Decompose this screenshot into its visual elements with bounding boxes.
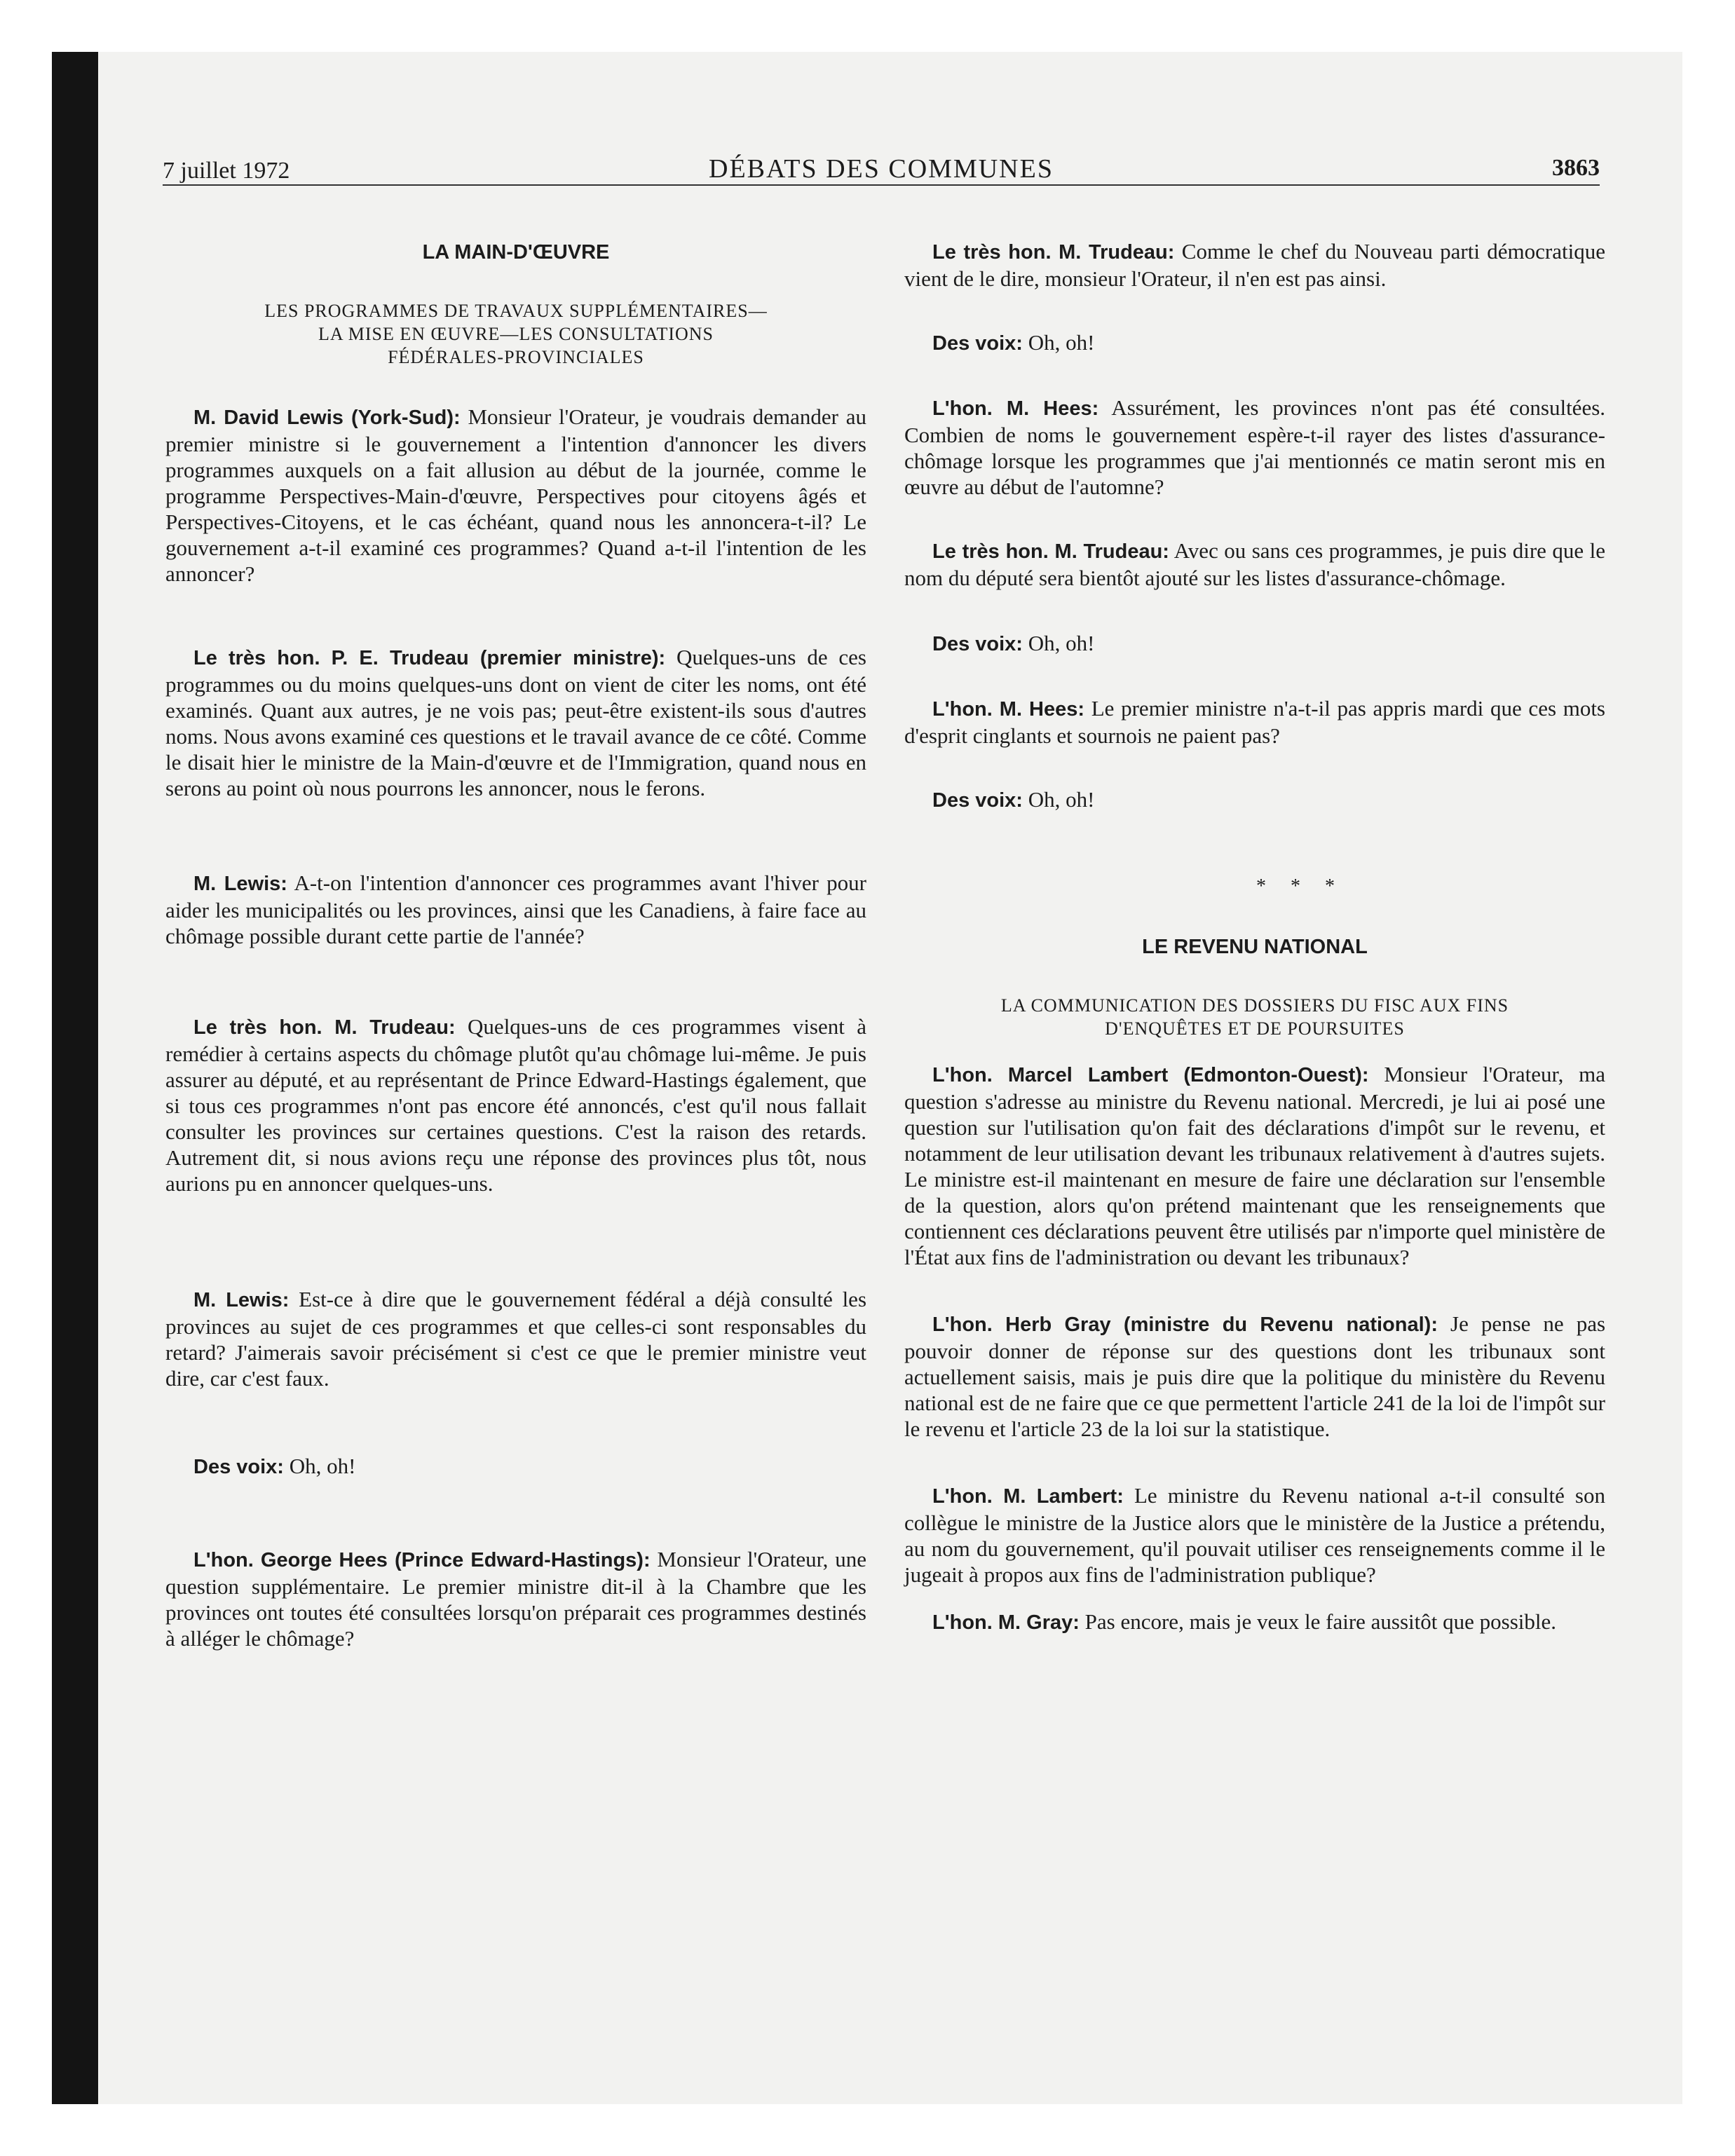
section-separator: * * *: [1256, 875, 1345, 897]
speech-text: Pas encore, mais je veux le faire aussitôt que possible.: [1084, 1609, 1556, 1634]
section-title: LA MAIN-D'ŒUVRE: [422, 241, 610, 264]
speaker-name: Le très hon. M. Trudeau:: [932, 540, 1169, 563]
subtitle-line: FÉDÉRALES-PROVINCIALES: [388, 347, 644, 367]
speech-text: Quelques-uns de ces programmes ou du moins quelques-uns dont on vient de citer les noms, ont été examinés. Quant aux autres, je ne vois pas; peut-être existent-ils sous d'autres noms. Nous avons examiné ces questions et le travail avance de ce côté. Comme le disait hier le ministre de la Main-d'œuvre et de l'Immigration, quand nous en serons au point où nous pourrons les annoncer, nous le ferons.: [165, 645, 866, 800]
speech-paragraph: [904, 1482, 1605, 1588]
speech-paragraph: [904, 695, 1605, 749]
header-rule: [163, 184, 1600, 186]
speech-text: A-t-on l'intention d'annoncer ces programmes avant l'hiver pour aider les municipalités ou les provinces, ainsi que les Canadiens, à faire face au chômage possible durant cette partie de l'année?: [165, 871, 866, 948]
speaker-name: Des voix:: [193, 1456, 284, 1478]
speaker-name: Des voix:: [932, 633, 1023, 655]
speaker-name: Des voix:: [932, 789, 1023, 812]
speaker-name: Le très hon. M. Trudeau:: [193, 1016, 456, 1039]
section-subtitle: [904, 994, 1605, 1040]
section-title: LE REVENU NATIONAL: [1142, 936, 1368, 958]
speech-paragraph: [165, 644, 866, 801]
header-date: 7 juillet 1972: [163, 158, 290, 184]
speech-paragraph: [904, 538, 1605, 591]
speech-paragraph: [165, 1286, 866, 1391]
left-column: [165, 238, 866, 1651]
speech-paragraph: [904, 238, 1605, 292]
section-subtitle: [165, 299, 866, 369]
speaker-name: L'hon. M. Lambert:: [932, 1485, 1124, 1508]
binding-edge: [52, 52, 98, 2104]
right-column: [904, 238, 1605, 1636]
speech-paragraph: [904, 630, 1605, 657]
speech-text: Avec ou sans ces programmes, je puis dire que le nom du député sera bientôt ajouté sur les listes d'assurance-chômage.: [904, 538, 1605, 590]
speaker-name: L'hon. M. Gray:: [932, 1611, 1080, 1634]
speaker-name: L'hon. George Hees (Prince Edward-Hastings):: [193, 1549, 651, 1571]
speaker-name: L'hon. Marcel Lambert (Edmonton-Ouest):: [932, 1064, 1369, 1086]
speaker-name: M. David Lewis (York-Sud):: [193, 407, 461, 429]
subtitle-line: LA MISE EN ŒUVRE—LES CONSULTATIONS: [318, 324, 714, 344]
header-title: DÉBATS DES COMMUNES: [709, 154, 1054, 184]
speech-text: Je pense ne pas pouvoir donner de réponse sur des questions dont les tribunaux sont actuellement saisis, mais je puis dire que la politique du ministère du Revenu national est de ne faire que ce que permettent l'article 241 de la loi de l'impôt sur le revenu et l'article 23 de la loi sur la statistique.: [904, 1311, 1606, 1441]
speech-paragraph: [904, 395, 1605, 500]
speaker-name: Des voix:: [932, 332, 1023, 355]
speech-text: Est-ce à dire que le gouvernement fédéral a déjà consulté les provinces au sujet de ces programmes et que celles-ci sont responsables du retard? J'aimerais savoir précisément si c'est ce que le premier ministre veut dire, car c'est faux.: [165, 1287, 867, 1391]
page-number: 3863: [1552, 155, 1600, 181]
speech-paragraph: [904, 786, 1605, 814]
speech-text: Monsieur l'Orateur, je voudrais demander au premier ministre si le gouvernement a l'intention d'annoncer les divers programmes auxquels on a fait allusion au début de la journée, comme le programme Perspectives-Main-d'œuvre, Perspectives pour citoyens âgés et Perspectives-Citoyens, et le cas échéant, quand nous les annoncera-t-il? Le gouvernement a-t-il examiné ces programmes? Quand a-t-il l'intention de les annoncer?: [165, 404, 866, 586]
speaker-name: L'hon. M. Hees:: [932, 698, 1085, 721]
speech-text: Oh, oh!: [1028, 330, 1095, 355]
speech-text: Oh, oh!: [1028, 631, 1095, 655]
speech-text: Quelques-uns de ces programmes visent à remédier à certains aspects du chômage plutôt qu'au chômage lui-même. Je puis assurer au député, et au représentant de Prince Edward-Hastings également, que si tous ces programmes n'ont pas encore été annoncés, c'est qu'il nous fallait consulter les provinces sur certaines questions. C'est la raison des retards. Autrement dit, si nous avions reçu une réponse des provinces plus tôt, nous aurions pu en annoncer quelques-uns.: [165, 1014, 867, 1196]
subtitle-line: D'ENQUÊTES ET DE POURSUITES: [1105, 1018, 1405, 1039]
speaker-name: Le très hon. M. Trudeau:: [932, 241, 1175, 264]
speech-paragraph: [165, 404, 866, 587]
speaker-name: M. Lewis:: [193, 873, 287, 895]
speech-paragraph: [165, 1546, 866, 1651]
speech-text: Le premier ministre n'a-t-il pas appris mardi que ces mots d'esprit cinglants et sournois ne paient pas?: [904, 696, 1605, 748]
speech-paragraph: [904, 1061, 1605, 1270]
speech-text: Comme le chef du Nouveau parti démocratique vient de le dire, monsieur l'Orateur, il n'en est pas ainsi.: [904, 239, 1605, 291]
speech-paragraph: [904, 329, 1605, 357]
speech-paragraph: [165, 1453, 866, 1480]
speech-text: Oh, oh!: [289, 1454, 356, 1478]
speech-text: Oh, oh!: [1028, 787, 1095, 812]
speaker-name: L'hon. Herb Gray (ministre du Revenu national):: [932, 1314, 1438, 1336]
speech-paragraph: [165, 870, 866, 949]
speaker-name: Le très hon. P. E. Trudeau (premier ministre):: [193, 647, 666, 669]
page-header: [163, 145, 1600, 187]
speech-text: Assurément, les provinces n'ont pas été consultées. Combien de noms le gouvernement espère-t-il rayer des listes d'assurance-chômage lorsque les programmes que j'ai mentionnés ce matin seront mis en œuvre au début de l'automne?: [904, 395, 1606, 499]
speech-text: Monsieur l'Orateur, une question supplémentaire. Le premier ministre dit-il à la Chambre que les provinces ont toutes été consultées lorsqu'on préparait ces programmes destinés à alléger le chômage?: [165, 1547, 866, 1651]
speaker-name: M. Lewis:: [193, 1289, 290, 1311]
speech-text: Monsieur l'Orateur, ma question s'adresse au ministre du Revenu national. Mercredi, je lui ai posé une question sur l'utilisation qu'on fait des déclarations d'impôt sur le revenu, et notamment de leur utilisation devant les tribunaux relativement à d'autres sujets. Le ministre est-il maintenant en mesure de faire une déclaration sur l'ensemble de la question, alors qu'on prétend maintenant que les renseignements que contiennent ces déclarations peuvent être utilisés par n'importe quel ministère de l'État aux fins de l'administration ou devant les tribunaux?: [904, 1062, 1605, 1269]
speech-text: Le ministre du Revenu national a-t-il consulté son collègue le ministre de la Justice alors que le ministère de la Justice a prétendu, au nom du gouvernement, qu'il pouvait utiliser ces renseignements comme il le jugeait à propos aux fins de l'administration publique?: [904, 1483, 1605, 1587]
subtitle-line: LA COMMUNICATION DES DOSSIERS DU FISC AUX FINS: [1000, 995, 1509, 1016]
subtitle-line: LES PROGRAMMES DE TRAVAUX SUPPLÉMENTAIRES—: [264, 301, 768, 321]
speaker-name: L'hon. M. Hees:: [932, 397, 1099, 420]
speech-paragraph: [165, 1014, 866, 1196]
speech-paragraph: [904, 1609, 1605, 1636]
speech-paragraph: [904, 1311, 1605, 1442]
